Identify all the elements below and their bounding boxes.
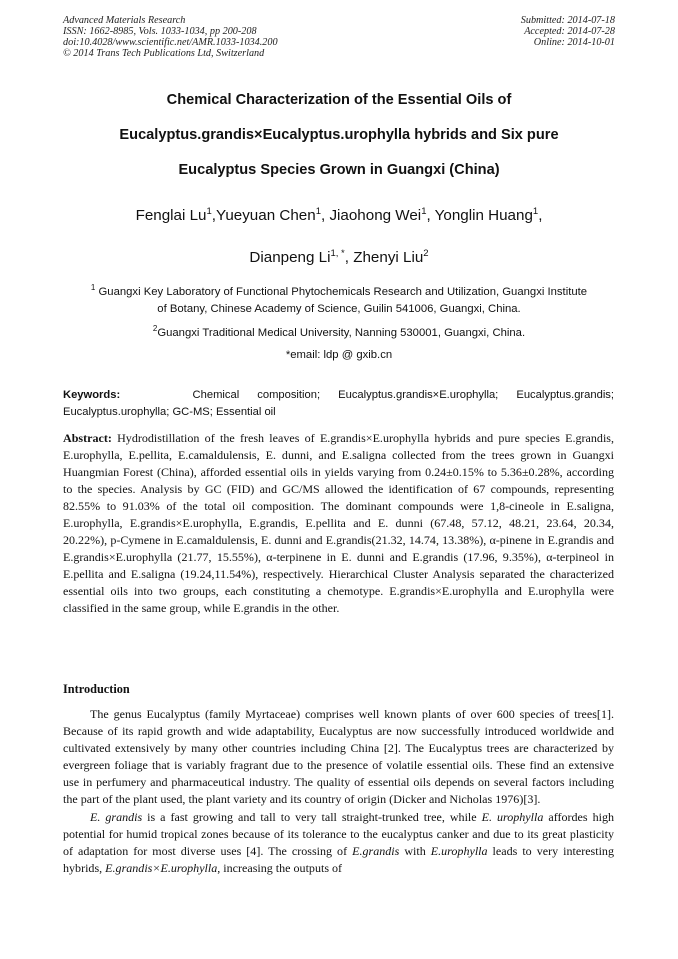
affiliation-sup: 1 <box>90 283 96 292</box>
affiliation-1-text-1: Guangxi Key Laboratory of Functional Phytochemicals Research and Utilization, Guangxi Institute <box>95 285 588 298</box>
abstract-label: Abstract: <box>63 431 112 445</box>
author-line-2 <box>40 245 638 267</box>
author-separator: , <box>426 207 435 225</box>
intro-text: affordes high potential for humid tropical zones because of its tolerance to the eucalyptus canker and due to its great plasticity of adaptation for most diverse uses [4]. The crossing of <box>63 809 614 858</box>
author-name: Fenglai Lu <box>135 207 207 225</box>
keywords-text: Chemical composition; Eucalyptus.grandis×E.urophylla; Eucalyptus.grandis; Eucalyptus.urophylla; GC-MS; Essential oil <box>63 389 615 418</box>
keywords-label: Keywords: <box>63 389 121 401</box>
author-affil-sup: 2 <box>423 248 429 259</box>
intro-text: leads to very interesting hybrids, <box>63 843 614 875</box>
journal-issn: ISSN: 1662-8985, Vols. 1033-1034, pp 200-208 <box>63 26 257 37</box>
intro-paragraph-1: The genus Eucalyptus (family Myrtaceae) comprises well known plants of over 600 species of trees[1]. Because of its rapid growth and wide adaptability, Eucalyptus are now successfully introduced worldwide and cultivated extensively by many other countries including China [2]. The Eucalyptus trees are characterized by evergreen foliage that is variably fragrant due to the presence of volatile essential oils. These find an extensive use in perfumery and pharmaceutical industry. The quality of essential oils depends on several factors including the part of the plant used, the plant variety and its country of origin (Dicker and Nicholas 1976)[3]. <box>63 707 614 807</box>
affiliation-1-line-2: of Botany, Chinese Academy of Science, Guilin 541006, Guangxi, China. <box>157 302 521 315</box>
author-separator: , <box>344 249 354 267</box>
author-name: Zhenyi Liu <box>353 249 424 267</box>
affiliation-2-text: Guangxi Traditional Medical University, Nanning 530001, Guangxi, China. <box>157 326 526 339</box>
affiliation-2 <box>63 320 615 342</box>
abstract-text: Hydrodistillation of the fresh leaves of E.grandis×E.urophylla hybrids and pure species E.grandis, E.urophylla, E.pellita, E.camaldulensis, E. dunni, and E.saligna collected from the trees grown in Guangxi Huangmian Forest (China), afforded essential oils in yields varying from 0.24±0.15% to 5.36±0.28%, according to the species. Analysis by GC (FID) and GC/MS allowed the identification of 67 compounds, representing 82.55% to 91.03% of the total oil composition. The dominant compounds were 1,8-cineole in E.saligna, E.urophylla, E.grandis×E.urophylla, E.grandis, E.pellita and E. dunni (67.48, 57.12, 48.21, 23.64, 20.34, 20.22%), p-Cymene in E.camaldulensis, E. dunni and E.grandis(21.32, 14.74, 13.38%), α-pinene in E.grandis and E.grandis×E.urophylla (21.77, 15.55%), α-terpinene in E. dunni and E.grandis (17.96, 9.35%), α-terpineol in E.pellita and E.saligna (19.24,11.54%), respectively. Hierarchical Cluster Analysis separated the characterized essential oils into two groups, each constituting a chemotype. E.grandis×E.urophylla and E.urophylla were classified in the same group, while E.grandis in the other. <box>63 431 614 616</box>
journal-copyright: © 2014 Trans Tech Publications Ltd, Switzerland <box>63 48 265 59</box>
author-name: Yueyuan Chen <box>216 207 316 225</box>
author-name: Jiaohong Wei <box>329 207 422 225</box>
paper-title-line-2: Eucalyptus.grandis×Eucalyptus.urophylla hybrids and Six pure <box>119 127 559 143</box>
affiliation-sup: 2 <box>152 324 158 333</box>
species-name: E.urophylla <box>430 843 488 858</box>
online-date: Online: 2014-10-01 <box>533 37 615 48</box>
author-separator: , <box>320 207 330 225</box>
paper-title-line-1: Chemical Characterization of the Essential Oils of <box>166 92 512 108</box>
author-affil-sup: 1 <box>315 206 321 217</box>
author-line-1 <box>40 203 638 225</box>
keywords <box>63 387 614 421</box>
intro-paragraph-2 <box>63 809 614 877</box>
author-name: Yonglin Huang <box>434 207 533 225</box>
author-separator: , <box>538 207 543 225</box>
author-affil-sup: 1, * <box>330 248 345 259</box>
introduction-body <box>63 706 614 877</box>
species-name: E. grandis <box>90 809 143 824</box>
species-name: E.grandis <box>352 843 400 858</box>
species-name: E. urophylla <box>481 809 544 824</box>
journal-header-left <box>63 15 278 59</box>
journal-name: Advanced Materials Research <box>63 15 186 26</box>
paper-title-line-3: Eucalyptus Species Grown in Guangxi (China) <box>178 162 500 178</box>
accepted-date: Accepted: 2014-07-28 <box>524 26 615 37</box>
journal-doi: doi:10.4028/www.scientific.net/AMR.1033-1034.200 <box>63 37 278 48</box>
species-name: E.grandis×E.urophylla <box>105 860 218 875</box>
intro-text: is a fast growing and tall to very tall straight-trunked tree, while <box>142 809 482 824</box>
abstract <box>63 430 614 618</box>
author-affil-sup: 1 <box>421 206 427 217</box>
intro-text: , increasing the outputs of <box>217 860 343 875</box>
intro-text: with <box>399 843 431 858</box>
corresponding-email: *email: ldp @ gxib.cn <box>285 349 393 361</box>
submitted-date: Submitted: 2014-07-18 <box>520 15 615 26</box>
author-name: Dianpeng Li <box>249 249 331 267</box>
journal-header-right <box>521 15 615 48</box>
introduction-heading: Introduction <box>63 682 130 696</box>
affiliation-1-line-1 <box>63 279 615 301</box>
affiliation-1 <box>63 279 615 318</box>
author-affil-sup: 1 <box>206 206 212 217</box>
author-separator: , <box>211 207 217 225</box>
author-affil-sup: 1 <box>532 206 539 217</box>
